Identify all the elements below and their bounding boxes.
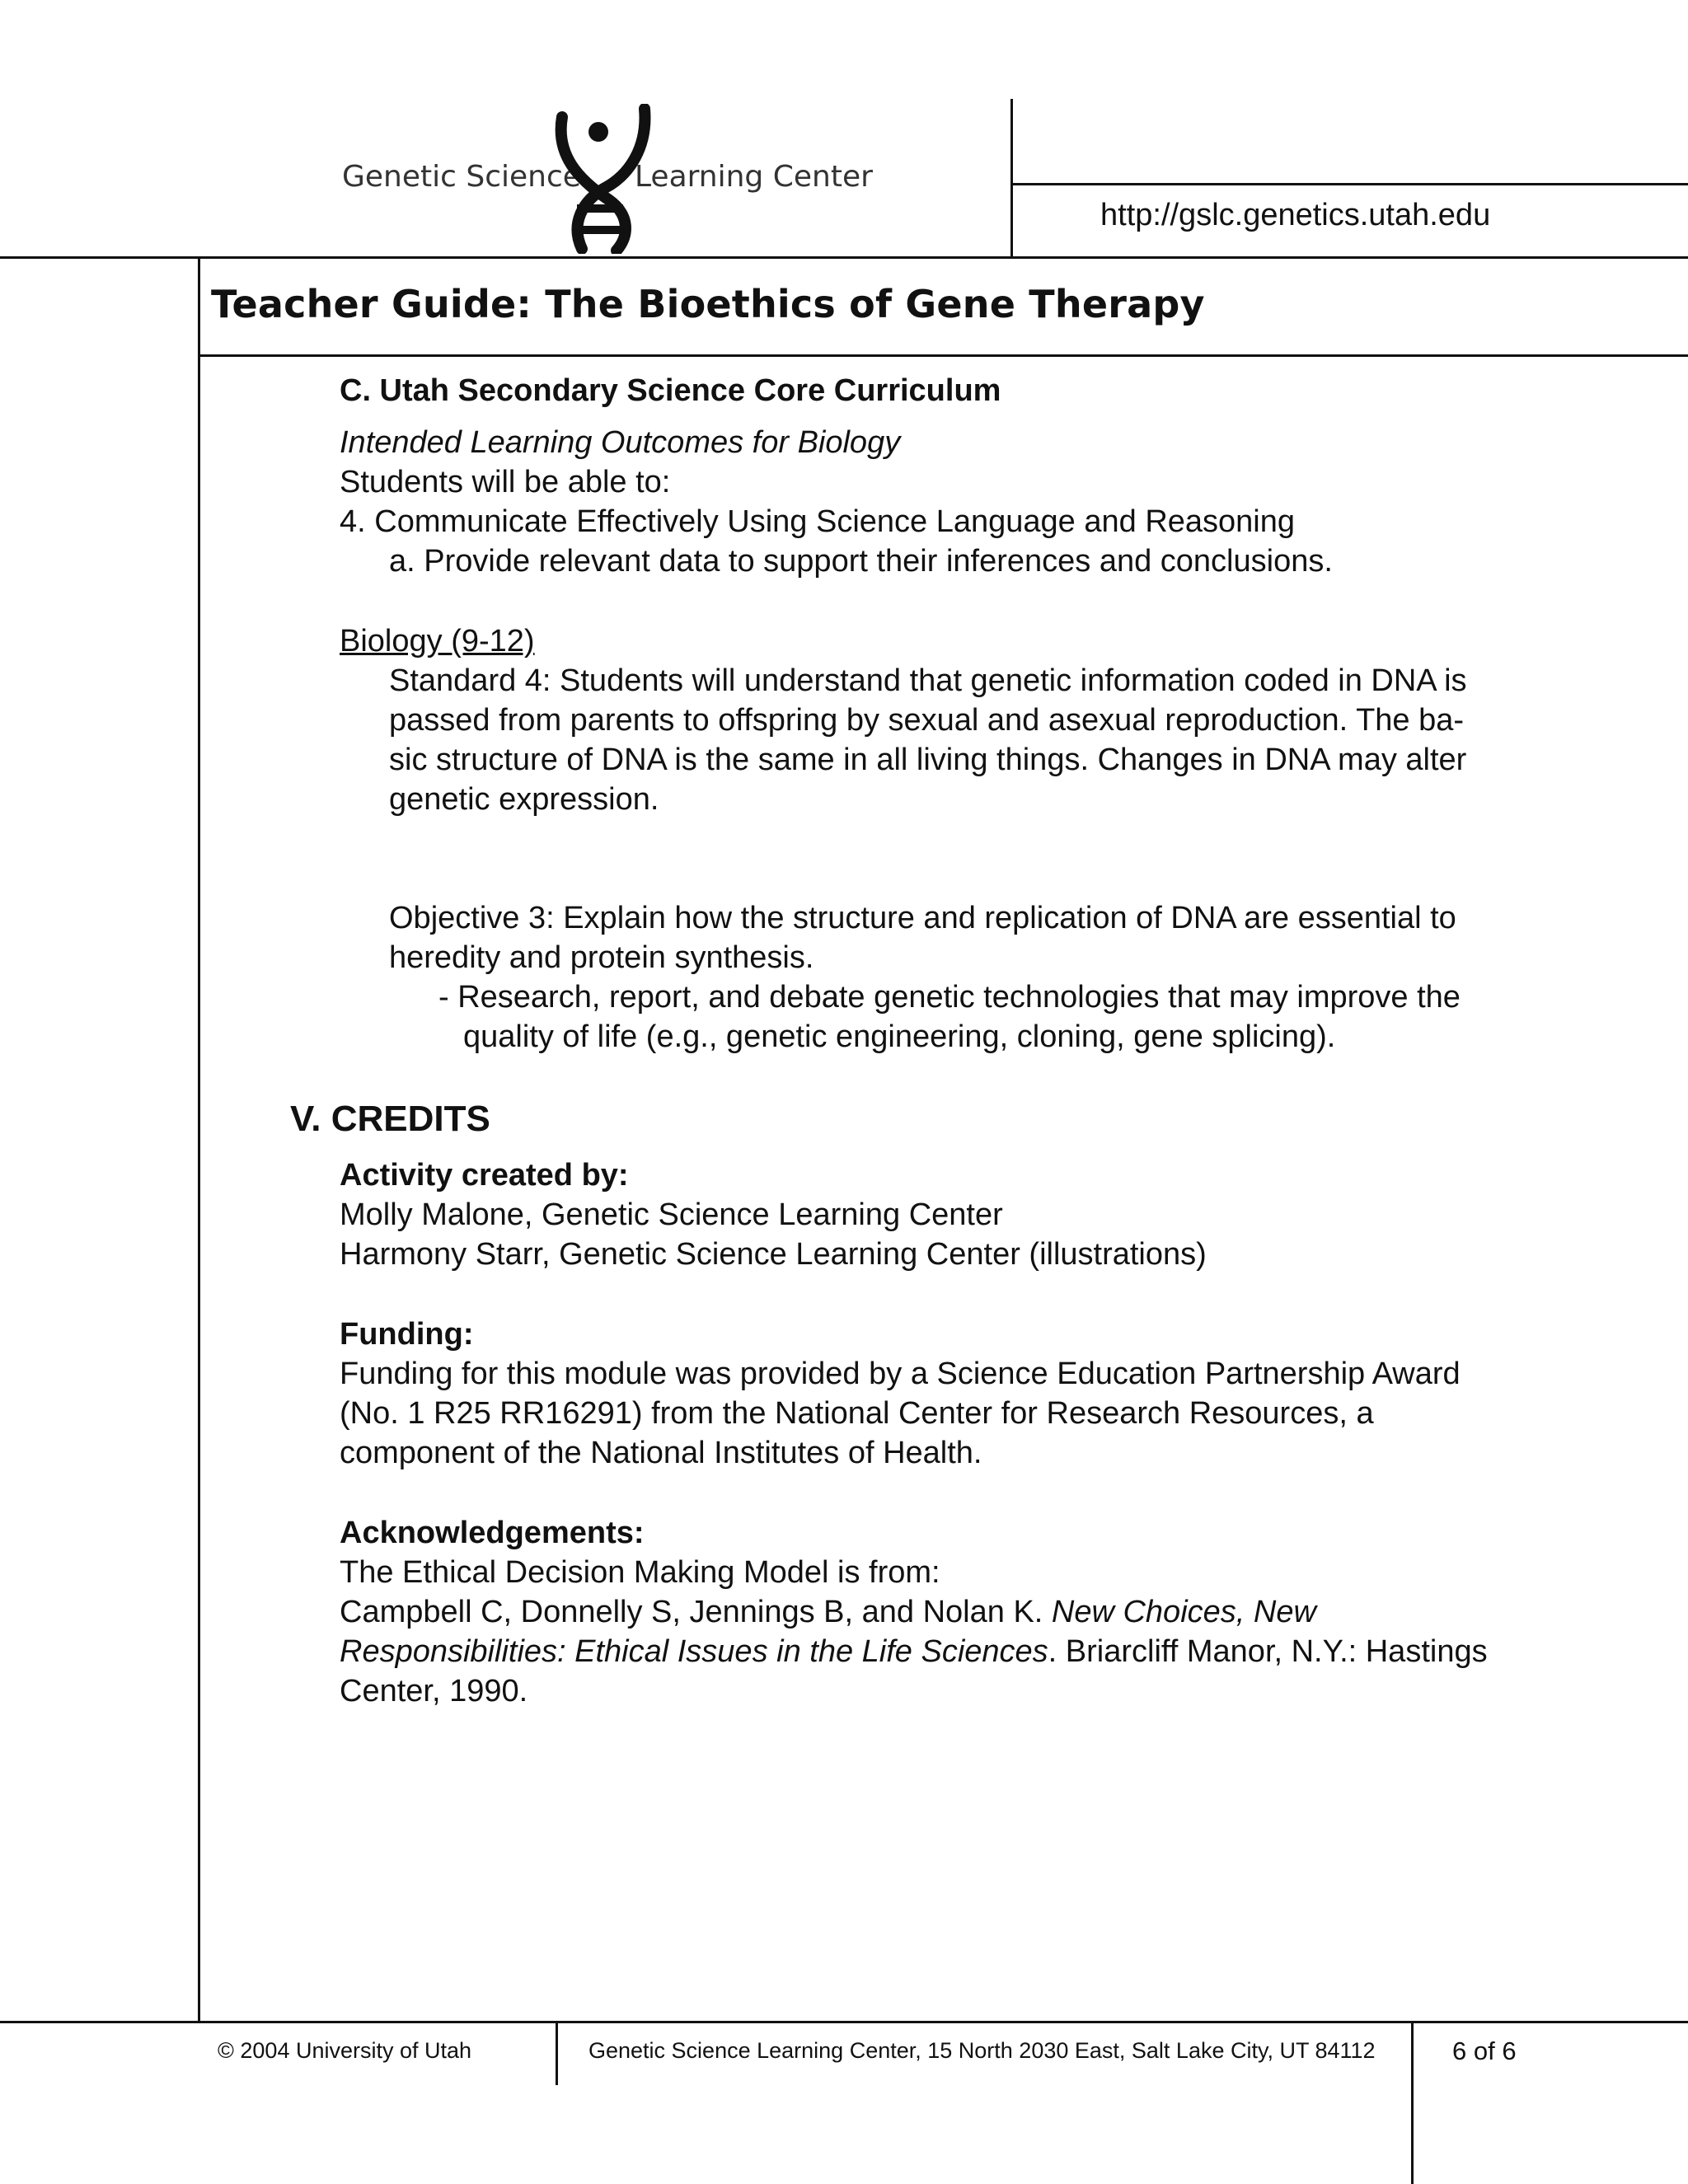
- standard-line: passed from parents to offspring by sexual and asexual reproduction. The ba-: [389, 703, 1465, 738]
- standard-line: sic structure of DNA is the same in all living things. Changes in DNA may alter: [389, 743, 1467, 777]
- creator-line: Harmony Starr, Genetic Science Learning Center (illustrations): [340, 1237, 1207, 1272]
- title-bottom-rule: [198, 354, 1688, 357]
- biology-heading: Biology (9-12): [340, 624, 535, 658]
- logo-text-right: Learning Center: [635, 160, 873, 194]
- page-number: 6 of 6: [1452, 2036, 1517, 2065]
- ack-line: Center, 1990.: [340, 1674, 528, 1708]
- credits-heading: V. CREDITS: [290, 1099, 490, 1139]
- funding-line: Funding for this module was provided by a Science Education Partnership Award: [340, 1357, 1461, 1391]
- funding-line: component of the National Institutes of Health.: [340, 1436, 982, 1470]
- page-title: Teacher Guide: The Bioethics of Gene Therapy: [211, 282, 1205, 326]
- footer-address: Genetic Science Learning Center, 15 North 2030 East, Salt Lake City, UT 84112: [588, 2038, 1376, 2063]
- ilo-subitem: a. Provide relevant data to support their inferences and conclusions.: [389, 544, 1333, 579]
- ilo-intro: Students will be able to:: [340, 465, 671, 499]
- left-margin-rule: [198, 257, 200, 2022]
- footer-top-rule: [0, 2021, 1688, 2023]
- funding-label: Funding:: [340, 1317, 474, 1352]
- ack-book-title: Responsibilities: Ethical Issues in the Life Sciences: [340, 1634, 1048, 1669]
- ack-authors: Campbell C, Donnelly S, Jennings B, and Nolan K.: [340, 1595, 1052, 1629]
- header-right-rule: [1010, 183, 1688, 185]
- ack-line: The Ethical Decision Making Model is from:: [340, 1555, 940, 1590]
- curriculum-heading: C. Utah Secondary Science Core Curriculum: [340, 373, 1001, 408]
- footer-divider-left: [556, 2022, 558, 2085]
- standard-line: Standard 4: Students will understand that genetic information coded in DNA is: [389, 663, 1467, 698]
- ilo-item: 4. Communicate Effectively Using Science Language and Reasoning: [340, 504, 1295, 539]
- ilo-title: Intended Learning Outcomes for Biology: [340, 425, 901, 460]
- logo-text-left: Genetic Science: [342, 160, 581, 194]
- ack-citation-line: [340, 1592, 1316, 1632]
- objective-line: heredity and protein synthesis.: [389, 940, 814, 975]
- objective-line: Objective 3: Explain how the structure and replication of DNA are essential to: [389, 901, 1456, 935]
- footer-divider-right: [1411, 2022, 1414, 2184]
- standard-line: genetic expression.: [389, 782, 659, 817]
- objective-bullet-line: - Research, report, and debate genetic technologies that may improve the: [438, 980, 1461, 1015]
- ack-book-title: New Choices, New: [1051, 1595, 1316, 1629]
- header-divider-vertical: [1010, 99, 1013, 257]
- funding-line: (No. 1 R25 RR16291) from the National Center for Research Resources, a: [340, 1396, 1374, 1431]
- site-url: http://gslc.genetics.utah.edu: [1100, 198, 1491, 232]
- ack-publisher: . Briarcliff Manor, N.Y.: Hastings: [1048, 1634, 1488, 1669]
- creator-line: Molly Malone, Genetic Science Learning Center: [340, 1197, 1003, 1232]
- acknowledgements-label: Acknowledgements:: [340, 1516, 645, 1550]
- header-bottom-rule: [0, 256, 1688, 259]
- ack-citation-line: [340, 1632, 1488, 1671]
- created-by-label: Activity created by:: [340, 1158, 629, 1193]
- footer-copyright: © 2004 University of Utah: [218, 2038, 472, 2063]
- objective-bullet-line: quality of life (e.g., genetic engineering, cloning, gene splicing).: [463, 1019, 1336, 1054]
